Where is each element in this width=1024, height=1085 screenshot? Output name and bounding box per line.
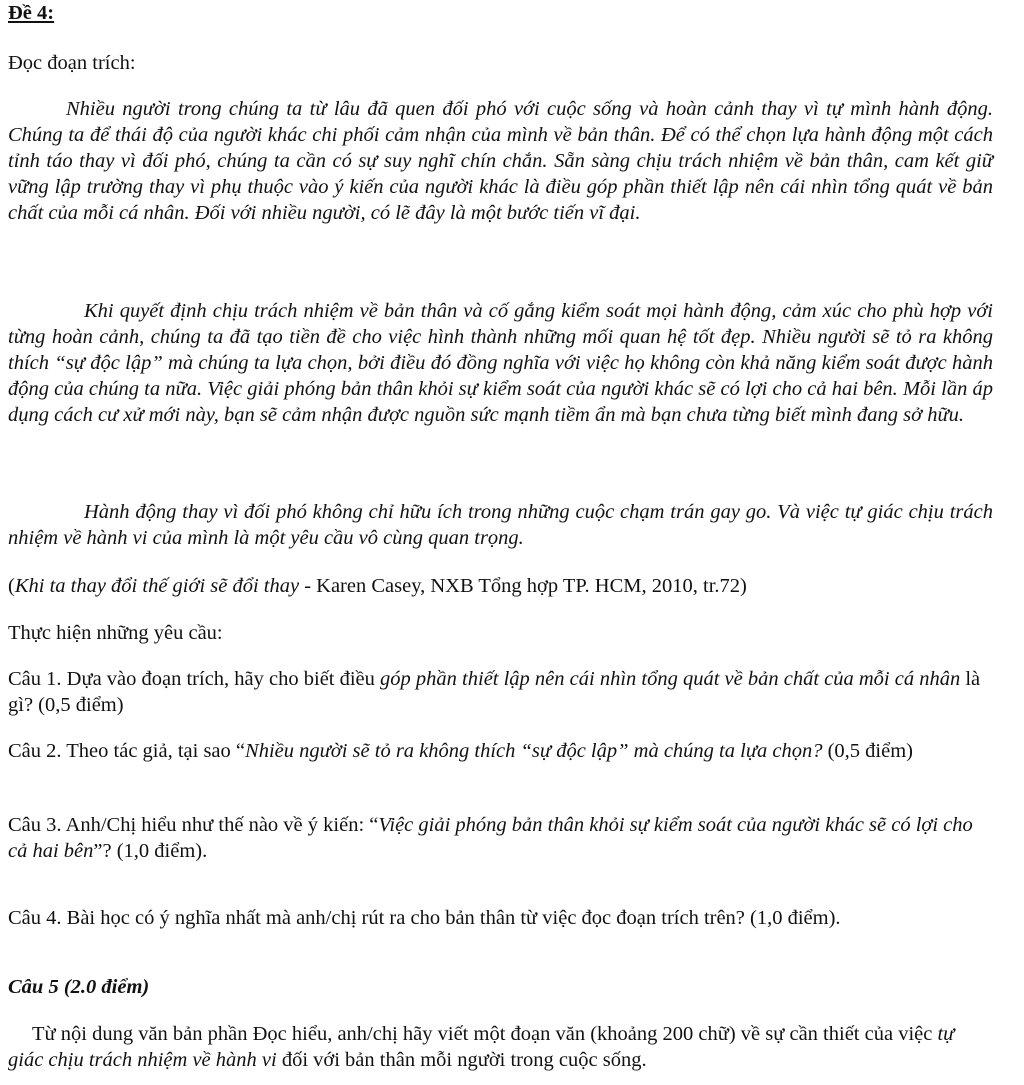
question-4: Câu 4. Bài học có ý nghĩa nhất mà anh/chị rút ra cho bản thân từ việc đọc đoạn trích trên? (1,0 điểm).	[8, 907, 841, 929]
question-3-text: Câu 3. Anh/Chị hiểu như thế nào về ý kiến: “	[8, 814, 379, 836]
question-1-quote: góp phần thiết lập nên cái nhìn tổng quát về bản chất của mỗi cá nhân	[380, 668, 961, 690]
exam-title: Đề 4:	[8, 2, 55, 24]
question-1-points: là gì? (0,5 điểm)	[8, 668, 981, 716]
question-5-prompt	[8, 1021, 993, 1073]
question-5-title: Câu 5 (2.0 điểm)	[8, 976, 150, 998]
source-details: - Karen Casey, NXB Tổng hợp TP. HCM, 2010, tr.72)	[299, 575, 747, 597]
question-1-text: Câu 1. Dựa vào đoạn trích, hãy cho biết điều	[8, 668, 381, 690]
question-2-quote: Nhiều người sẽ tỏ ra không thích “sự độc lập” mà chúng ta lựa chọn?	[245, 740, 823, 762]
passage-paragraph-1: Nhiều người trong chúng ta từ lâu đã quen đối phó với cuộc sống và hoàn cảnh thay vì tự mình hành động. Chúng ta để thái độ của người khác chi phối cảm nhận của mình về bản thân. Để có thể chọn lựa hành động một cách tỉnh táo thay vì đối phó, chúng ta cần có sự suy nghĩ chín chắn. Sẵn sàng chịu trách nhiệm về bản thân, cam kết giữ vững lập trường thay vì phụ thuộc vào ý kiến của người khác là điều góp phần thiết lập nên cái nhìn tổng quát về bản chất của mỗi cá nhân. Đối với nhiều người, có lẽ đây là một bước tiến vĩ đại.	[8, 98, 993, 224]
source-open-paren: (	[8, 575, 15, 597]
source-citation	[8, 573, 993, 599]
question-1	[8, 666, 993, 718]
source-book-title: Khi ta thay đổi thế giới sẽ đổi thay	[14, 575, 300, 597]
tasks-label: Thực hiện những yêu cầu:	[8, 622, 223, 644]
question-5-tail: đối với bản thân mỗi người trong cuộc sống.	[276, 1049, 647, 1071]
question-3-quote: Việc giải phóng bản thân khỏi sự kiểm soát của người khác sẽ có lợi cho cả hai bên	[8, 814, 973, 862]
question-5-text: Từ nội dung văn bản phần Đọc hiểu, anh/chị hãy viết một đoạn văn (khoảng 200 chữ) về sự cần thiết của việc	[32, 1023, 938, 1045]
question-2-text: Câu 2. Theo tác giả, tại sao “	[8, 740, 246, 762]
question-5-emphasis: tự giác chịu trách nhiệm về hành vi	[8, 1023, 955, 1071]
question-3	[8, 812, 993, 864]
reading-instruction: Đọc đoạn trích:	[8, 52, 136, 74]
question-2	[8, 738, 993, 764]
question-3-points: ”? (1,0 điểm).	[93, 840, 208, 862]
passage-paragraph-2: Khi quyết định chịu trách nhiệm về bản thân và cố gắng kiểm soát mọi hành động, cảm xúc cho phù hợp với từng hoàn cảnh, chúng ta đã tạo tiền đề cho việc hình thành những mối quan hệ tốt đẹp. Nhiều người sẽ tỏ ra không thích “sự độc lập” mà chúng ta lựa chọn, bởi điều đó đồng nghĩa với việc họ không còn khả năng kiểm soát được hành động của chúng ta nữa. Việc giải phóng bản thân khỏi sự kiểm soát của người khác sẽ có lợi cho cả hai bên. Mỗi lần áp dụng cách cư xử mới này, bạn sẽ cảm nhận được nguồn sức mạnh tiềm ẩn mà bạn chưa từng biết mình đang sở hữu.	[8, 300, 993, 426]
passage-paragraph-3: Hành động thay vì đối phó không chỉ hữu ích trong những cuộc chạm trán gay go. Và việc tự giác chịu trách nhiệm về hành vi của mình là một yêu cầu vô cùng quan trọng.	[8, 501, 993, 549]
question-2-points: (0,5 điểm)	[822, 740, 914, 762]
